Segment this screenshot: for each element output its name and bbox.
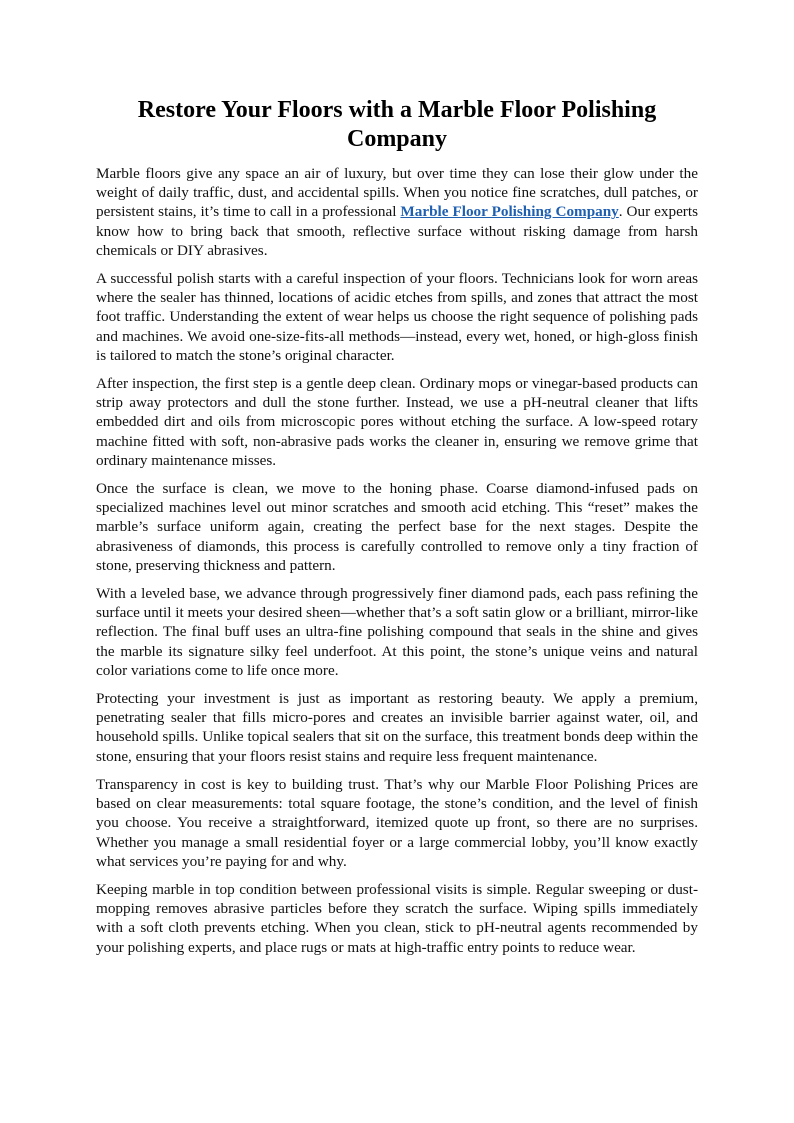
paragraph-polishing: With a leveled base, we advance through progressively finer diamond pads, each pass refining the surface until it meets your desired sheen—whether that’s a soft satin glow or a brilliant, mirror-like reflection. The final buff uses an ultra-fine polishing compound that seals in the shine and gives the marble its signature silky feel underfoot. At this point, the stone’s unique veins and natural color variations come to life once more. [96,585,698,679]
paragraph-maintenance: Keeping marble in top condition between professional visits is simple. Regular sweeping or dust-mopping removes abrasive particles before they scratch the surface. Wiping spills immediately with a soft cloth prevents etching. When you clean, stick to pH-neutral agents recommended by your polishing experts, and place rugs or mats at high-traffic entry points to reduce wear. [96,880,698,956]
intro-text-after-link: . Our experts know how to bring back that smooth, reflective surface without risking damage from harsh chemicals or DIY abrasives. [96,203,698,259]
paragraph-sealing: Protecting your investment is just as important as restoring beauty. We apply a premium, penetrating sealer that fills micro-pores and creates an invisible barrier against water, oil, and household spills. Unlike topical sealers that sit on the surface, this treatment bonds deep within the stone, ensuring that your floors resist stains and require less frequent maintenance. [96,690,698,765]
paragraph-honing: Once the surface is clean, we move to the honing phase. Coarse diamond-infused pads on specialized machines level out minor scratches and smooth acid etching. This “reset” makes the marble’s surface uniform again, creating the perfect base for the next stages. Despite the abrasiveness of diamonds, this process is carefully controlled to remove only a tiny fraction of stone, preserving thickness and pattern. [96,480,698,574]
document-page [96,96,698,966]
paragraph-pricing: Transparency in cost is key to building trust. That’s why our Marble Floor Polishing Prices are based on clear measurements: total square footage, the stone’s condition, and the level of finish you choose. You receive a straightforward, itemized quote up front, so there are no surprises. Whether you manage a small residential foyer or a large commercial lobby, you’ll know exactly what services you’re paying for and why. [96,775,698,870]
paragraph-deep-clean: After inspection, the first step is a gentle deep clean. Ordinary mops or vinegar-based products can strip away protectors and dull the stone further. Instead, we use a pH-neutral cleaner that lifts embedded dirt and oils from microscopic pores without etching the surface. A low-speed rotary machine fitted with soft, non-abrasive pads works the cleaner in, ensuring we remove grime that ordinary maintenance misses. [96,375,698,469]
paragraph-intro [96,164,698,260]
marble-floor-polishing-company-link[interactable]: Marble Floor Polishing Company [400,203,619,221]
document-title: Restore Your Floors with a Marble Floor Polishing Company [137,97,657,152]
intro-text-before-link: Marble floors give any space an air of luxury, but over time they can lose their glow under the weight of daily traffic, dust, and accidental spills. When you notice fine scratches, dull patches, or persistent stains, it’s time to call in a professional [96,165,698,221]
paragraph-inspection: A successful polish starts with a careful inspection of your floors. Technicians look for worn areas where the sealer has thinned, locations of acidic etches from spills, and zones that attract the most foot traffic. Understanding the extent of wear helps us choose the right sequence of polishing pads and machines. We avoid one-size-fits-all methods—instead, every wet, honed, or high-gloss finish is tailored to match the stone’s original character. [96,270,698,364]
